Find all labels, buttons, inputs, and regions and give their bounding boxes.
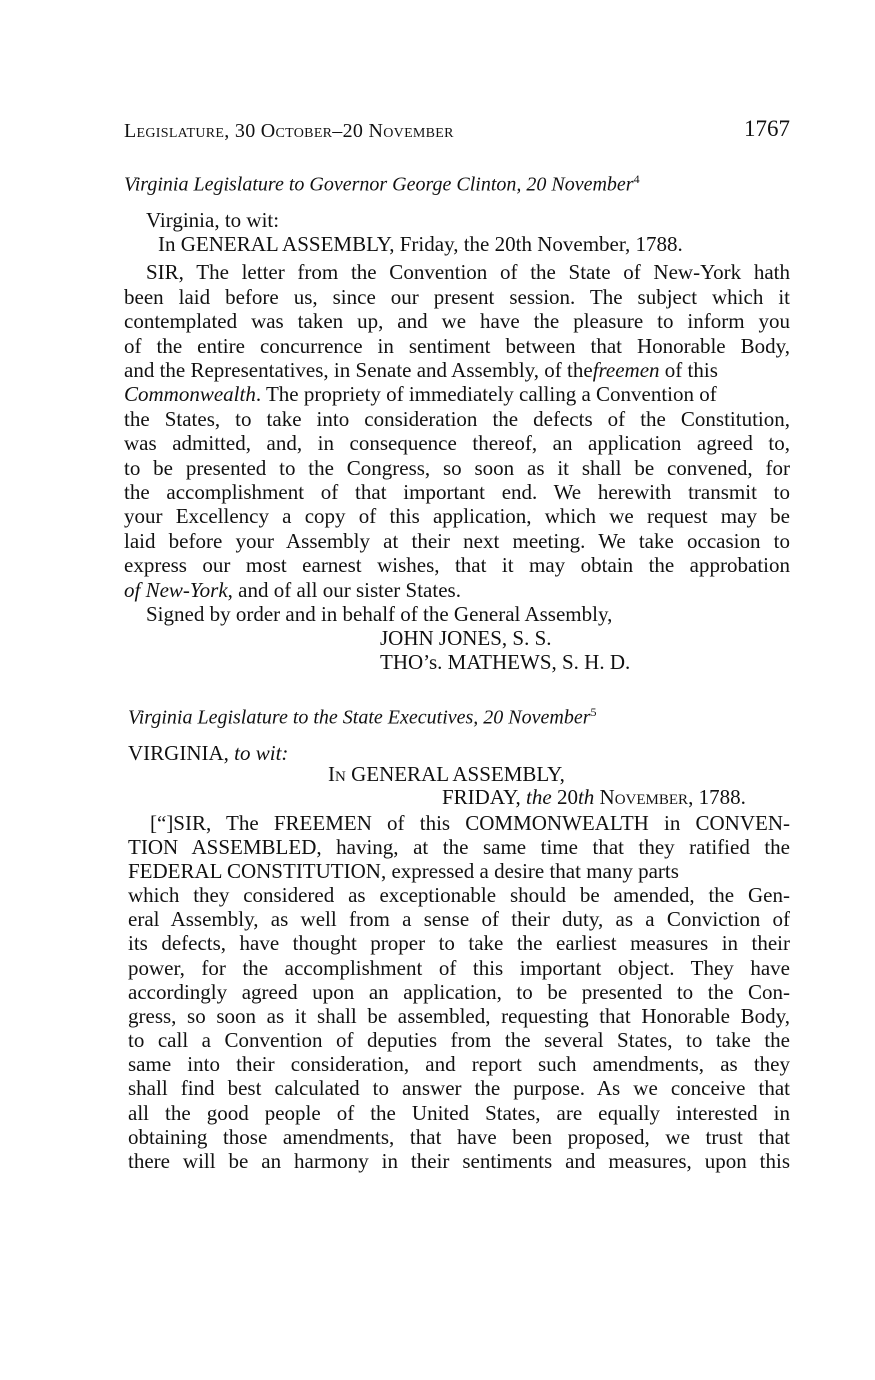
s1-signature-mathews: THO’s. MATHEWS, S. H. D. (380, 650, 631, 674)
s1-italic-new-york: of New-York (124, 578, 228, 602)
s1-body-line: your Excellency a copy of this application, which we request may be (124, 504, 790, 528)
s2-body-line: eral Assembly, as well from a sense of their duty, as a Conviction of (128, 907, 790, 931)
s2-body-line: same into their consideration, and report such amendments, as they (128, 1052, 790, 1076)
s1-signature-jones: JOHN JONES, S. S. (380, 626, 552, 650)
s2-body-line: FEDERAL CONSTITUTION, expressed a desire that many parts (128, 859, 679, 883)
s2-smallcaps-month: November (594, 785, 689, 809)
s1-body-line: express our most earnest wishes, that it may obtain the approbation (124, 553, 790, 577)
s1-text: and the Representatives, in Senate and Assembly, of the (124, 358, 593, 382)
s2-body-line: TION ASSEMBLED, having, at the same time that they ratified the (128, 835, 790, 859)
s1-text: . The propriety of immediately calling a Convention of (255, 382, 717, 406)
s1-signed-line: Signed by order and in behalf of the General Assembly, (146, 602, 613, 626)
s1-body-line (124, 360, 790, 381)
s2-italic-th: th (577, 785, 595, 809)
s1-body-line: contemplated was taken up, and we have the pleasure to inform you (124, 309, 790, 333)
s2-body-line: power, for the accomplishment of this important object. They have (128, 956, 790, 980)
s1-text: of this (659, 358, 718, 382)
s1-line-assembly: In GENERAL ASSEMBLY, Friday, the 20th November, 1788. (158, 232, 683, 256)
s2-text: 20 (551, 785, 578, 809)
s1-text: , and of all our sister States. (227, 578, 461, 602)
section-2-heading (128, 705, 597, 730)
section-1-note-ref: 4 (633, 172, 640, 186)
s2-body-line: all the good people of the United States, are equally interested in (128, 1101, 790, 1125)
s1-body-line: to be presented to the Congress, so soon as it shall be convened, for (124, 456, 790, 480)
section-2-heading-text: Virginia Legislature to the State Executives, 20 November (128, 706, 591, 729)
section-1-heading (124, 172, 640, 197)
s2-body-line: [“]SIR, The FREEMEN of this COMMONWEALTH in CONVEN- (150, 811, 790, 835)
s2-body-line: to call a Convention of deputies from the several States, to take the (128, 1028, 790, 1052)
s1-body-line (124, 384, 790, 405)
s2-text: , 1788. (688, 785, 746, 809)
s1-body-line: of the entire concurrence in sentiment between that Honorable Body, (124, 334, 790, 358)
s2-body-line: shall find best calculated to answer the purpose. As we conceive that (128, 1076, 790, 1100)
s2-body-line: obtaining those amendments, that have been proposed, we trust that (128, 1125, 790, 1149)
s2-body-line: gress, so soon as it shall be assembled, requesting that Honorable Body, (128, 1004, 790, 1028)
s1-body-line (124, 580, 461, 601)
running-head-title: Legislature, 30 October–20 November (124, 120, 454, 142)
s2-line-assembly: In GENERAL ASSEMBLY, (328, 762, 565, 786)
s1-italic-freemen: freemen (592, 358, 660, 382)
s1-body-line: the accomplishment of that important end. We herewith transmit to (124, 480, 790, 504)
s2-text: VIRGINIA, (128, 741, 229, 765)
s2-italic-to-wit: to wit: (228, 741, 289, 765)
s2-line-date (442, 787, 746, 808)
s2-line-salutation (128, 743, 288, 764)
s1-body-line: been laid before us, since our present session. The subject which it (124, 285, 790, 309)
s1-body-line: was admitted, and, in consequence thereof, an application agreed to, (124, 431, 790, 455)
s2-italic-the: the (520, 785, 552, 809)
s1-body-line: the States, to take into consideration the defects of the Constitution, (124, 407, 790, 431)
s1-italic-commonwealth: Commonwealth (124, 382, 256, 406)
s2-body-line: which they considered as exceptionable should be amended, the Gen- (128, 883, 790, 907)
s1-body-line: SIR, The letter from the Convention of the State of New-York hath (146, 260, 790, 284)
section-2-note-ref: 5 (590, 705, 597, 719)
running-head (124, 116, 790, 146)
s1-body-line: laid before your Assembly at their next meeting. We take occasion to (124, 529, 790, 553)
s2-body-line: its defects, have thought proper to take the earliest measures in their (128, 931, 790, 955)
page-number: 1767 (744, 116, 790, 141)
s1-line-salutation: Virginia, to wit: (146, 208, 280, 232)
s2-body-line: there will be an harmony in their sentiments and measures, upon this (128, 1149, 790, 1173)
section-1-heading-text: Virginia Legislature to Governor George Clinton, 20 November (124, 173, 634, 196)
s2-text: FRIDAY, (442, 785, 521, 809)
s2-body-line: accordingly agreed upon an application, to be presented to the Con- (128, 980, 790, 1004)
